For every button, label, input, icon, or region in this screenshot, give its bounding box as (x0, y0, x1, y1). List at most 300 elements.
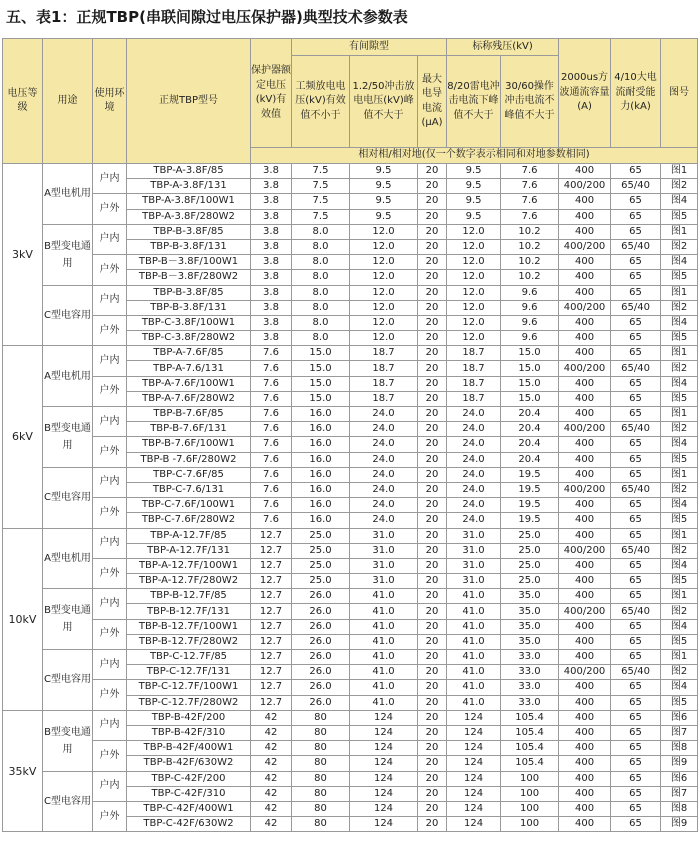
impulse-spark-cell: 12.0 (350, 315, 418, 330)
square-wave-cell: 400 (559, 467, 611, 482)
high-current-cell: 65 (611, 756, 661, 771)
leak-current-cell: 20 (418, 528, 447, 543)
switching-residual-cell: 7.6 (501, 194, 559, 209)
model-cell: TBP-C-7.6/131 (127, 482, 251, 497)
impulse-spark-cell: 12.0 (350, 331, 418, 346)
high-current-cell: 65 (611, 695, 661, 710)
lightning-residual-cell: 41.0 (447, 695, 501, 710)
square-wave-cell: 400 (559, 452, 611, 467)
rated-voltage-cell: 3.8 (251, 224, 292, 239)
figure-cell: 图4 (661, 194, 698, 209)
switching-residual-cell: 20.4 (501, 437, 559, 452)
model-cell: TBP-B-3.8F/131 (127, 300, 251, 315)
impulse-spark-cell: 124 (350, 756, 418, 771)
impulse-spark-cell: 24.0 (350, 467, 418, 482)
switching-residual-cell: 105.4 (501, 756, 559, 771)
leak-current-cell: 20 (418, 224, 447, 239)
square-wave-cell: 400 (559, 376, 611, 391)
leak-current-cell: 20 (418, 482, 447, 497)
high-current-cell: 65/40 (611, 361, 661, 376)
rated-voltage-cell: 7.6 (251, 467, 292, 482)
figure-cell: 图7 (661, 725, 698, 740)
switching-residual-cell: 33.0 (501, 665, 559, 680)
high-current-cell: 65 (611, 255, 661, 270)
environment-cell: 户内 (93, 650, 127, 680)
figure-cell: 图4 (661, 437, 698, 452)
lightning-residual-cell: 124 (447, 801, 501, 816)
switching-residual-cell: 15.0 (501, 376, 559, 391)
rated-voltage-cell: 7.6 (251, 391, 292, 406)
environment-cell: 户内 (93, 467, 127, 497)
model-cell: TBP-A-12.7F/131 (127, 543, 251, 558)
pf-spark-cell: 7.5 (292, 209, 350, 224)
pf-spark-cell: 16.0 (292, 513, 350, 528)
impulse-spark-cell: 9.5 (350, 209, 418, 224)
impulse-spark-cell: 24.0 (350, 407, 418, 422)
model-cell: TBP-B－3.8F/100W1 (127, 255, 251, 270)
high-current-cell: 65 (611, 315, 661, 330)
switching-residual-cell: 33.0 (501, 650, 559, 665)
model-cell: TBP-B-3.8F/85 (127, 285, 251, 300)
square-wave-cell: 400 (559, 650, 611, 665)
header-figure-no: 图号 (661, 39, 698, 148)
model-cell: TBP-C-7.6F/280W2 (127, 513, 251, 528)
high-current-cell: 65/40 (611, 239, 661, 254)
header-rated-voltage: 保护器额定电压(kV)有效值 (251, 39, 292, 148)
header-square-wave: 2000us方波通流容量(A) (559, 39, 611, 148)
impulse-spark-cell: 24.0 (350, 437, 418, 452)
environment-cell: 户内 (93, 771, 127, 801)
table-row (3, 346, 698, 361)
model-cell: TBP-A-3.8F/131 (127, 179, 251, 194)
environment-cell: 户内 (93, 346, 127, 376)
lightning-residual-cell: 12.0 (447, 255, 501, 270)
switching-residual-cell: 10.2 (501, 224, 559, 239)
rated-voltage-cell: 7.6 (251, 361, 292, 376)
impulse-spark-cell: 24.0 (350, 452, 418, 467)
square-wave-cell: 400/200 (559, 604, 611, 619)
rated-voltage-cell: 7.6 (251, 482, 292, 497)
impulse-spark-cell: 124 (350, 771, 418, 786)
square-wave-cell: 400 (559, 680, 611, 695)
figure-cell: 图1 (661, 528, 698, 543)
high-current-cell: 65 (611, 209, 661, 224)
lightning-residual-cell: 12.0 (447, 285, 501, 300)
pf-spark-cell: 80 (292, 710, 350, 725)
high-current-cell: 65/40 (611, 543, 661, 558)
figure-cell: 图1 (661, 589, 698, 604)
lightning-residual-cell: 24.0 (447, 498, 501, 513)
rated-voltage-cell: 7.6 (251, 513, 292, 528)
rated-voltage-cell: 7.6 (251, 437, 292, 452)
impulse-spark-cell: 41.0 (350, 634, 418, 649)
pf-spark-cell: 15.0 (292, 361, 350, 376)
pf-spark-cell: 16.0 (292, 407, 350, 422)
environment-cell: 户内 (93, 407, 127, 437)
leak-current-cell: 20 (418, 574, 447, 589)
impulse-spark-cell: 124 (350, 741, 418, 756)
leak-current-cell: 20 (418, 619, 447, 634)
lightning-residual-cell: 41.0 (447, 604, 501, 619)
model-cell: TBP-B-3.8F/131 (127, 239, 251, 254)
lightning-residual-cell: 9.5 (447, 194, 501, 209)
lightning-residual-cell: 41.0 (447, 665, 501, 680)
high-current-cell: 65 (611, 467, 661, 482)
usage-cell: C型电容用 (43, 467, 93, 528)
header-pf-spark: 工频放电电压(kV)有效值不小于 (292, 56, 350, 148)
high-current-cell: 65 (611, 574, 661, 589)
model-cell: TBP-B-7.6F/85 (127, 407, 251, 422)
pf-spark-cell: 16.0 (292, 437, 350, 452)
leak-current-cell: 20 (418, 665, 447, 680)
high-current-cell: 65 (611, 164, 661, 179)
figure-cell: 图1 (661, 650, 698, 665)
leak-current-cell: 20 (418, 786, 447, 801)
high-current-cell: 65 (611, 725, 661, 740)
voltage-class-cell: 3kV (3, 164, 43, 346)
impulse-spark-cell: 18.7 (350, 361, 418, 376)
rated-voltage-cell: 3.8 (251, 331, 292, 346)
switching-residual-cell: 9.6 (501, 300, 559, 315)
impulse-spark-cell: 41.0 (350, 695, 418, 710)
figure-cell: 图5 (661, 331, 698, 346)
leak-current-cell: 20 (418, 513, 447, 528)
leak-current-cell: 20 (418, 361, 447, 376)
pf-spark-cell: 26.0 (292, 695, 350, 710)
switching-residual-cell: 19.5 (501, 498, 559, 513)
square-wave-cell: 400 (559, 710, 611, 725)
square-wave-cell: 400 (559, 817, 611, 832)
lightning-residual-cell: 124 (447, 771, 501, 786)
impulse-spark-cell: 41.0 (350, 665, 418, 680)
environment-cell: 户内 (93, 224, 127, 254)
figure-cell: 图1 (661, 285, 698, 300)
table-row (3, 498, 698, 513)
rated-voltage-cell: 7.6 (251, 346, 292, 361)
figure-cell: 图1 (661, 407, 698, 422)
square-wave-cell: 400 (559, 391, 611, 406)
square-wave-cell: 400 (559, 725, 611, 740)
high-current-cell: 65 (611, 710, 661, 725)
impulse-spark-cell: 9.5 (350, 179, 418, 194)
model-cell: TBP-C-42F/310 (127, 786, 251, 801)
square-wave-cell: 400 (559, 574, 611, 589)
table-row (3, 285, 698, 300)
high-current-cell: 65 (611, 558, 661, 573)
table-row (3, 467, 698, 482)
lightning-residual-cell: 41.0 (447, 650, 501, 665)
leak-current-cell: 20 (418, 407, 447, 422)
rated-voltage-cell: 12.7 (251, 528, 292, 543)
usage-cell: A型电机用 (43, 528, 93, 589)
table-row (3, 741, 698, 756)
model-cell: TBP-C-12.7F/131 (127, 665, 251, 680)
environment-cell: 户外 (93, 315, 127, 345)
high-current-cell: 65 (611, 619, 661, 634)
usage-cell: A型电机用 (43, 164, 93, 225)
model-cell: TBP-B-12.7F/100W1 (127, 619, 251, 634)
switching-residual-cell: 9.6 (501, 315, 559, 330)
model-cell: TBP-B-42F/630W2 (127, 756, 251, 771)
switching-residual-cell: 105.4 (501, 741, 559, 756)
header-usage: 用途 (43, 39, 93, 164)
lightning-residual-cell: 41.0 (447, 680, 501, 695)
pf-spark-cell: 25.0 (292, 558, 350, 573)
high-current-cell: 65 (611, 270, 661, 285)
pf-spark-cell: 8.0 (292, 285, 350, 300)
square-wave-cell: 400 (559, 164, 611, 179)
square-wave-cell: 400 (559, 285, 611, 300)
high-current-cell: 65 (611, 680, 661, 695)
lightning-residual-cell: 41.0 (447, 619, 501, 634)
pf-spark-cell: 8.0 (292, 270, 350, 285)
table-row (3, 528, 698, 543)
pf-spark-cell: 80 (292, 725, 350, 740)
high-current-cell: 65 (611, 407, 661, 422)
pf-spark-cell: 25.0 (292, 574, 350, 589)
table-row (3, 558, 698, 573)
impulse-spark-cell: 31.0 (350, 558, 418, 573)
model-cell: TBP-A-7.6F/85 (127, 346, 251, 361)
impulse-spark-cell: 18.7 (350, 346, 418, 361)
model-cell: TBP-A-12.7F/100W1 (127, 558, 251, 573)
pf-spark-cell: 26.0 (292, 680, 350, 695)
model-cell: TBP-C-3.8F/280W2 (127, 331, 251, 346)
switching-residual-cell: 7.6 (501, 164, 559, 179)
model-cell: TBP-B-7.6F/131 (127, 422, 251, 437)
figure-cell: 图5 (661, 513, 698, 528)
model-cell: TBP-A-7.6F/100W1 (127, 376, 251, 391)
figure-cell: 图2 (661, 665, 698, 680)
figure-cell: 图9 (661, 756, 698, 771)
square-wave-cell: 400 (559, 209, 611, 224)
rated-voltage-cell: 12.7 (251, 619, 292, 634)
model-cell: TBP-B-12.7F/85 (127, 589, 251, 604)
figure-cell: 图1 (661, 224, 698, 239)
header-environment: 使用环境 (93, 39, 127, 164)
pf-spark-cell: 16.0 (292, 467, 350, 482)
impulse-spark-cell: 31.0 (350, 574, 418, 589)
header-residual-group: 标称残压(kV) (447, 39, 559, 56)
figure-cell: 图1 (661, 467, 698, 482)
rated-voltage-cell: 3.8 (251, 270, 292, 285)
model-cell: TBP-B-3.8F/85 (127, 224, 251, 239)
figure-cell: 图4 (661, 558, 698, 573)
model-cell: TBP-B-7.6F/100W1 (127, 437, 251, 452)
figure-cell: 图8 (661, 801, 698, 816)
header-leak-current: 最大电导电流(μA) (418, 56, 447, 148)
high-current-cell: 65 (611, 589, 661, 604)
rated-voltage-cell: 7.6 (251, 376, 292, 391)
model-cell: TBP-C-3.8F/100W1 (127, 315, 251, 330)
leak-current-cell: 20 (418, 650, 447, 665)
pf-spark-cell: 16.0 (292, 422, 350, 437)
environment-cell: 户外 (93, 255, 127, 285)
square-wave-cell: 400 (559, 331, 611, 346)
leak-current-cell: 20 (418, 179, 447, 194)
figure-cell: 图6 (661, 710, 698, 725)
usage-cell: B型变电通用 (43, 407, 93, 468)
voltage-class-cell: 6kV (3, 346, 43, 528)
lightning-residual-cell: 12.0 (447, 224, 501, 239)
figure-cell: 图5 (661, 209, 698, 224)
leak-current-cell: 20 (418, 801, 447, 816)
leak-current-cell: 20 (418, 771, 447, 786)
leak-current-cell: 20 (418, 285, 447, 300)
model-cell: TBP-B -7.6F/280W2 (127, 452, 251, 467)
switching-residual-cell: 33.0 (501, 695, 559, 710)
leak-current-cell: 20 (418, 300, 447, 315)
lightning-residual-cell: 18.7 (447, 346, 501, 361)
table-row (3, 407, 698, 422)
leak-current-cell: 20 (418, 604, 447, 619)
switching-residual-cell: 35.0 (501, 589, 559, 604)
leak-current-cell: 20 (418, 331, 447, 346)
rated-voltage-cell: 3.8 (251, 300, 292, 315)
high-current-cell: 65 (611, 452, 661, 467)
impulse-spark-cell: 12.0 (350, 255, 418, 270)
square-wave-cell: 400 (559, 634, 611, 649)
leak-current-cell: 20 (418, 725, 447, 740)
figure-cell: 图4 (661, 498, 698, 513)
high-current-cell: 65 (611, 817, 661, 832)
impulse-spark-cell: 41.0 (350, 650, 418, 665)
voltage-class-cell: 35kV (3, 710, 43, 832)
rated-voltage-cell: 12.7 (251, 589, 292, 604)
square-wave-cell: 400 (559, 437, 611, 452)
leak-current-cell: 20 (418, 164, 447, 179)
environment-cell: 户内 (93, 528, 127, 558)
figure-cell: 图5 (661, 452, 698, 467)
pf-spark-cell: 16.0 (292, 482, 350, 497)
square-wave-cell: 400 (559, 528, 611, 543)
table-row (3, 315, 698, 330)
lightning-residual-cell: 41.0 (447, 634, 501, 649)
pf-spark-cell: 26.0 (292, 604, 350, 619)
rated-voltage-cell: 12.7 (251, 650, 292, 665)
table-body (3, 164, 698, 832)
model-cell: TBP-A-7.6/131 (127, 361, 251, 376)
lightning-residual-cell: 124 (447, 741, 501, 756)
model-cell: TBP-A-7.6F/280W2 (127, 391, 251, 406)
lightning-residual-cell: 31.0 (447, 543, 501, 558)
square-wave-cell: 400 (559, 786, 611, 801)
table-row (3, 771, 698, 786)
leak-current-cell: 20 (418, 315, 447, 330)
header-lightning-residual: 8/20雷电冲击电流下峰值不大于 (447, 56, 501, 148)
switching-residual-cell: 9.6 (501, 285, 559, 300)
environment-cell: 户外 (93, 376, 127, 406)
leak-current-cell: 20 (418, 695, 447, 710)
header-model: 正规TBP型号 (127, 39, 251, 164)
high-current-cell: 65 (611, 513, 661, 528)
high-current-cell: 65 (611, 331, 661, 346)
rated-voltage-cell: 12.7 (251, 680, 292, 695)
figure-cell: 图2 (661, 300, 698, 315)
switching-residual-cell: 35.0 (501, 604, 559, 619)
rated-voltage-cell: 12.7 (251, 543, 292, 558)
switching-residual-cell: 35.0 (501, 634, 559, 649)
rated-voltage-cell: 7.6 (251, 407, 292, 422)
high-current-cell: 65 (611, 650, 661, 665)
switching-residual-cell: 7.6 (501, 209, 559, 224)
leak-current-cell: 20 (418, 209, 447, 224)
lightning-residual-cell: 12.0 (447, 315, 501, 330)
model-cell: TBP-C-42F/200 (127, 771, 251, 786)
leak-current-cell: 20 (418, 194, 447, 209)
environment-cell: 户外 (93, 680, 127, 710)
switching-residual-cell: 105.4 (501, 710, 559, 725)
leak-current-cell: 20 (418, 680, 447, 695)
high-current-cell: 65 (611, 391, 661, 406)
table-row (3, 376, 698, 391)
environment-cell: 户内 (93, 164, 127, 194)
model-cell: TBP-A-3.8F/280W2 (127, 209, 251, 224)
figure-cell: 图2 (661, 543, 698, 558)
rated-voltage-cell: 12.7 (251, 665, 292, 680)
square-wave-cell: 400 (559, 801, 611, 816)
lightning-residual-cell: 18.7 (447, 391, 501, 406)
high-current-cell: 65/40 (611, 179, 661, 194)
rated-voltage-cell: 3.8 (251, 285, 292, 300)
lightning-residual-cell: 31.0 (447, 558, 501, 573)
rated-voltage-cell: 7.6 (251, 422, 292, 437)
high-current-cell: 65 (611, 224, 661, 239)
high-current-cell: 65 (611, 376, 661, 391)
switching-residual-cell: 19.5 (501, 513, 559, 528)
impulse-spark-cell: 31.0 (350, 528, 418, 543)
impulse-spark-cell: 12.0 (350, 224, 418, 239)
switching-residual-cell: 10.2 (501, 239, 559, 254)
lightning-residual-cell: 124 (447, 710, 501, 725)
lightning-residual-cell: 24.0 (447, 422, 501, 437)
leak-current-cell: 20 (418, 558, 447, 573)
environment-cell: 户外 (93, 437, 127, 467)
switching-residual-cell: 100 (501, 771, 559, 786)
pf-spark-cell: 80 (292, 817, 350, 832)
impulse-spark-cell: 31.0 (350, 543, 418, 558)
usage-cell: B型变电通用 (43, 710, 93, 771)
rated-voltage-cell: 12.7 (251, 574, 292, 589)
figure-cell: 图7 (661, 786, 698, 801)
usage-cell: A型电机用 (43, 346, 93, 407)
lightning-residual-cell: 124 (447, 817, 501, 832)
model-cell: TBP-B-12.7F/280W2 (127, 634, 251, 649)
leak-current-cell: 20 (418, 255, 447, 270)
lightning-residual-cell: 12.0 (447, 270, 501, 285)
lightning-residual-cell: 41.0 (447, 589, 501, 604)
impulse-spark-cell: 9.5 (350, 194, 418, 209)
usage-cell: C型电容用 (43, 650, 93, 711)
switching-residual-cell: 10.2 (501, 255, 559, 270)
square-wave-cell: 400 (559, 224, 611, 239)
rated-voltage-cell: 12.7 (251, 558, 292, 573)
square-wave-cell: 400 (559, 498, 611, 513)
switching-residual-cell: 20.4 (501, 422, 559, 437)
impulse-spark-cell: 124 (350, 786, 418, 801)
figure-cell: 图2 (661, 604, 698, 619)
figure-cell: 图4 (661, 255, 698, 270)
voltage-class-cell: 10kV (3, 528, 43, 710)
switching-residual-cell: 35.0 (501, 619, 559, 634)
square-wave-cell: 400/200 (559, 179, 611, 194)
lightning-residual-cell: 24.0 (447, 482, 501, 497)
switching-residual-cell: 100 (501, 786, 559, 801)
impulse-spark-cell: 41.0 (350, 604, 418, 619)
high-current-cell: 65 (611, 741, 661, 756)
header-gap-group: 有间隙型 (292, 39, 447, 56)
lightning-residual-cell: 124 (447, 756, 501, 771)
